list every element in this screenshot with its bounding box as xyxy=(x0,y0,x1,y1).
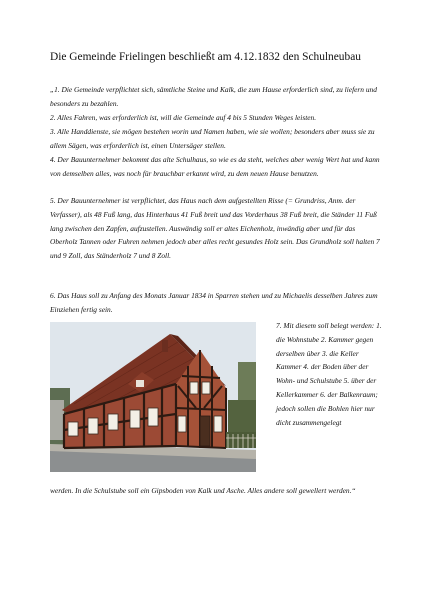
paragraph-4: 4. Der Bauunternehmer bekommt das alte Schulhaus, so wie es da steht, welches aber wenig Wert hat und kann von demselben alles, was noch für brauchbar erkannt wird, zu dem neuen Hause benutzen. xyxy=(50,155,380,178)
schoolhouse-photo xyxy=(50,322,256,472)
paragraph-6: 6. Das Haus soll zu Anfang des Monats Januar 1834 in Sparren stehen und zu Michaelis desselben Jahres zum Einziehen fertig sein. xyxy=(50,291,378,314)
closing-paragraph: werden. In die Schulstube soll ein Gipsboden von Kalk und Asche. Alles andere soll gewellert werden.“ xyxy=(50,486,356,495)
paragraph-1: „1. Die Gemeinde verpflichtet sich, sämtliche Steine und Kalk, die zum Hause erforderlich sind, zu liefern und besonders zu bezahlen. xyxy=(50,85,377,108)
paragraph-5: 5. Der Bauunternehmer ist verpflichtet, das Haus nach dem aufgestellten Risse (= Grundriss, Anm. der Verfasser), als 48 Fuß lang, das Hinterhaus 41 Fuß breit und das Vorderhaus 38 Fuß breit, die Ständer 11 Fuß lang zwischen den Zapfen, aufzustellen. Auswändig soll er altes Eichenholz, inwändig aber und für das Oberholz Tannen oder Fuhren nehmen jedoch aber alles recht gesundes Holz sein. Das Grundholz soll halten 7 und 9 Zoll, das Ständerholz 7 und 8 Zoll. xyxy=(50,196,380,261)
paragraph-3: 3. Alle Handdienste, sie mögen bestehen worin und Namen haben, wie sie wollen; besonders aber muss sie zu allem Sägen, was erforderlich ist, einen Untersäger stellen. xyxy=(50,127,375,150)
side-text-column: 7. Mit diesem soll belegt werden: 1. die Wohnstube 2. Kammer gegen derselben über 3. die Keller Kammer 4. der Boden über der Wohn- und Schulstube 5. über der Kellerkammer 6. der Balkenraum; jedoch sollen die Bohlen hier nur dicht zusammengelegt xyxy=(276,321,382,427)
paragraph-2: 2. Alles Fahren, was erforderlich ist, will die Gemeinde auf 4 bis 5 Stunden Weges leisten. xyxy=(50,113,317,122)
document-title: Die Gemeinde Frielingen beschließt am 4.12.1832 den Schulneubau xyxy=(50,51,361,63)
